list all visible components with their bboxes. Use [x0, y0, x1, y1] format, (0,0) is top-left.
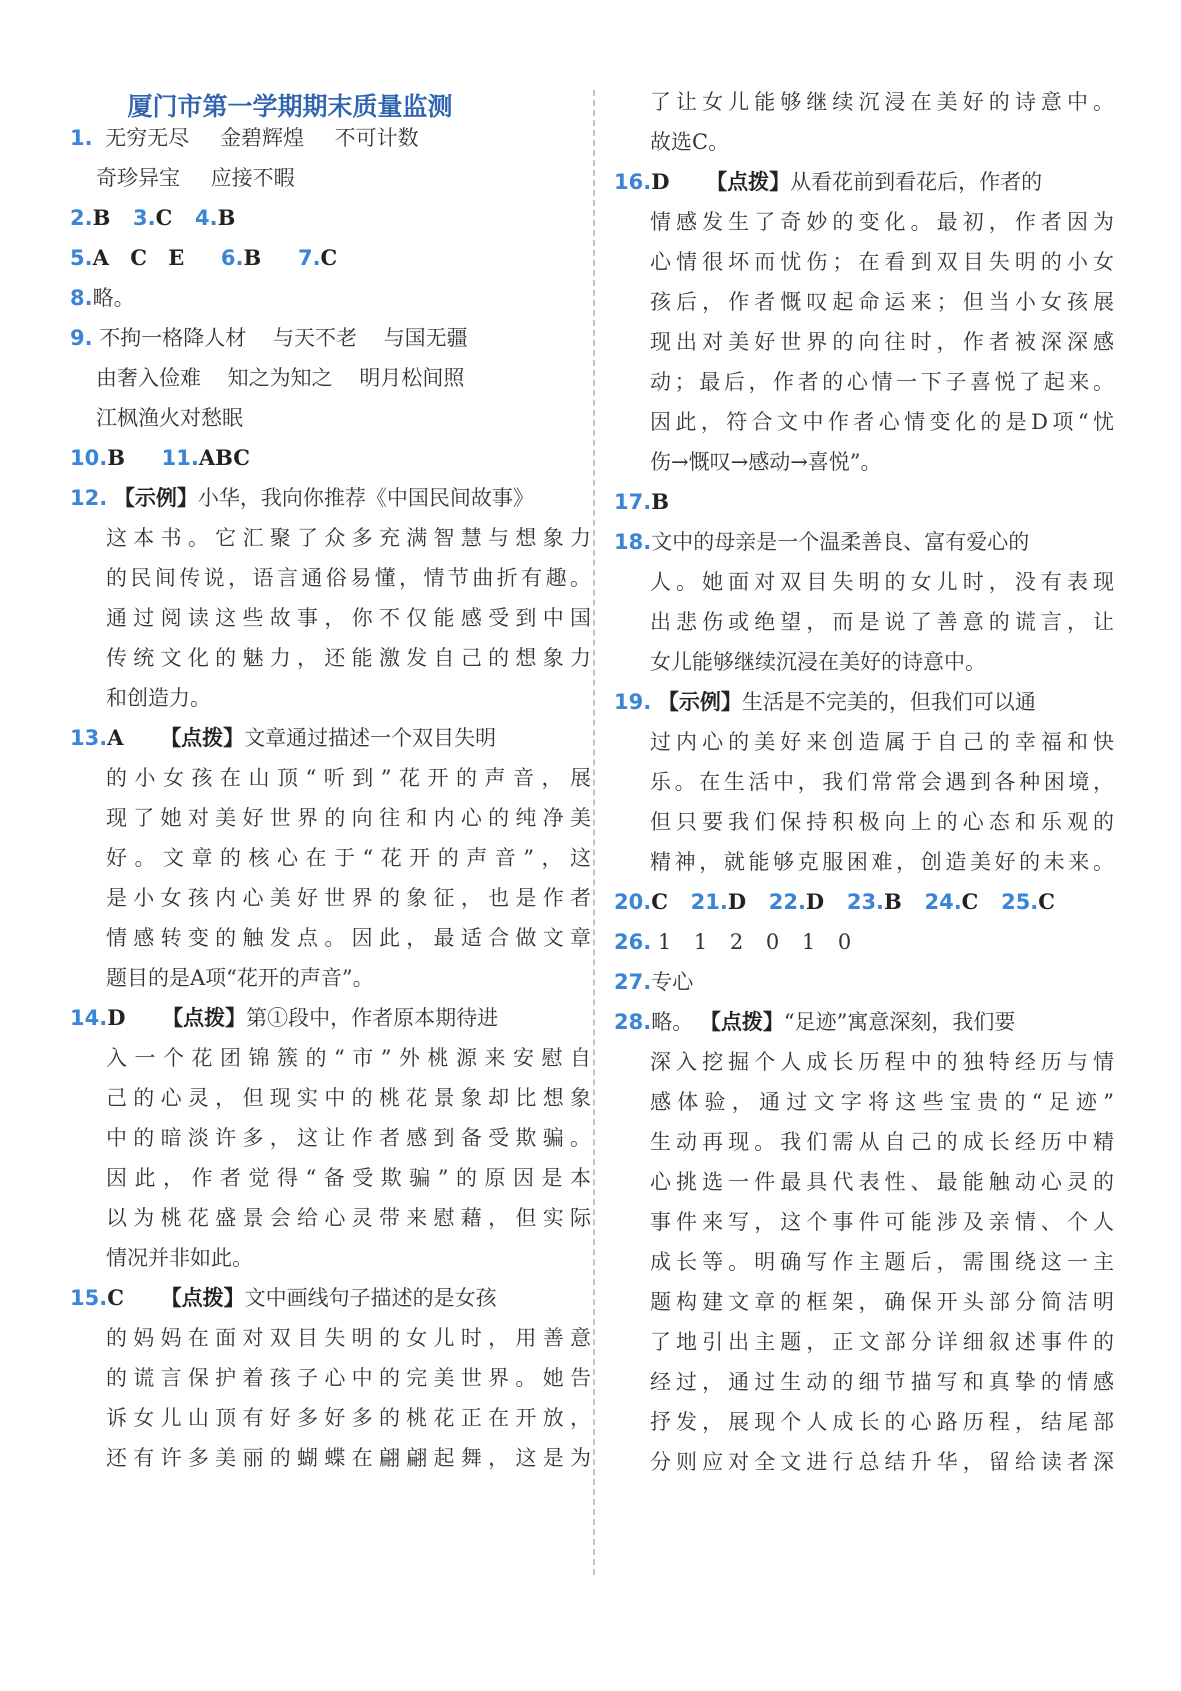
- answer-text: 小华，我向你推荐《中国民间故事》: [197, 486, 534, 510]
- question-number: 9.: [70, 326, 93, 350]
- answer-choice: B: [217, 205, 236, 230]
- answer-28-line: 感体验，通过文字将这些宝贵的“足迹”: [650, 1090, 1114, 1114]
- question-number: 6.: [220, 246, 244, 270]
- answer-text: 第①段中，作者原本期待进: [246, 1006, 499, 1030]
- question-number: 24.: [924, 890, 962, 914]
- hint-tag: 【点拨】: [706, 169, 791, 194]
- answer-12-line: 的民间传说，语言通俗易懂，情节曲折有趣。: [106, 566, 591, 590]
- answers-2-4: [70, 197, 235, 239]
- question-number: 14.: [70, 1006, 108, 1030]
- answer-digit: 1: [693, 930, 708, 954]
- answer-choice: C: [1038, 889, 1055, 914]
- answer-27: [614, 961, 693, 1003]
- answer-28-line: 了地引出主题，正文部分详细叙述事件的: [650, 1330, 1114, 1354]
- answers-5-7: [70, 237, 337, 279]
- answer-8: [70, 277, 135, 319]
- answer-16-line: 心情很坏而忧伤；在看到双目失明的小女: [650, 250, 1114, 274]
- answer-1: [70, 117, 419, 159]
- answer-text: 略。: [651, 1010, 694, 1034]
- answer-text: 文章通过描述一个双目失明: [244, 726, 497, 750]
- answer-text: 专心: [651, 970, 694, 994]
- answer-14-line: 以为桃花盛景会给心灵带来慰藉，但实际: [106, 1206, 591, 1230]
- question-number: 8.: [70, 286, 93, 310]
- question-number: 2.: [70, 206, 93, 230]
- answer-13-line: 好。文章的核心在于“花开的声音”，这: [106, 846, 591, 870]
- answer-text: 不拘一格降人材 与天不老 与国无疆: [99, 326, 468, 350]
- answer-text: 文中的母亲是一个温柔善良、富有爱心的: [651, 530, 1030, 554]
- answer-16-line: 情感发生了奇妙的变化。最初，作者因为: [650, 210, 1114, 234]
- question-number: 20.: [614, 890, 652, 914]
- answer-19: [614, 681, 1036, 723]
- answer-12: [70, 477, 534, 519]
- answer-19-line: 乐。在生活中，我们常常会遇到各种困境，: [650, 770, 1114, 794]
- answer-choice: B: [107, 445, 125, 470]
- answer-26: [614, 921, 874, 963]
- question-number: 12.: [70, 486, 108, 510]
- hint-tag: 【点拨】: [160, 1285, 245, 1310]
- answer-28: [614, 1001, 1015, 1043]
- question-number: 11.: [161, 446, 199, 470]
- question-number: 26.: [614, 930, 652, 954]
- question-number: 7.: [297, 246, 321, 270]
- answer-choice: C: [651, 889, 668, 914]
- answer-19-line: 过内心的美好来创造属于自己的幸福和快: [650, 730, 1114, 754]
- answer-16-line: 现出对美好世界的向往时，作者被深深感: [650, 330, 1114, 354]
- question-number: 15.: [70, 1286, 108, 1310]
- answer-14-line: 己的心灵，但现实中的桃花景象却比想象: [106, 1086, 591, 1110]
- answer-choice: A: [107, 725, 124, 750]
- answer-15-cont: 故选C。: [650, 130, 730, 154]
- answer-choice: A C E: [92, 245, 185, 270]
- answer-18-line: 女儿能够继续沉浸在美好的诗意中。: [650, 650, 986, 674]
- answer-13-line: 是小女孩内心美好世界的象征，也是作者: [106, 886, 591, 910]
- answer-18-line: 人。她面对双目失明的女儿时，没有表现: [650, 570, 1114, 594]
- answer-19-line: 但只要我们保持积极向上的心态和乐观的: [650, 810, 1114, 834]
- answer-13-line: 的小女孩在山顶“听到”花开的声音，展: [106, 766, 591, 790]
- answer-16-line: 孩后，作者慨叹起命运来；但当小女孩展: [650, 290, 1114, 314]
- answer-choice: D: [651, 169, 670, 194]
- answer-13-line: 题目的是A项“花开的声音”。: [106, 966, 374, 990]
- answer-14-line: 情况并非如此。: [106, 1246, 253, 1270]
- answer-digit: 0: [837, 930, 852, 954]
- answer-28-line: 成长等。明确写作主题后，需围绕这一主: [650, 1250, 1114, 1274]
- answer-28-line: 生动再现。我们需从自己的成长经历中精: [650, 1130, 1114, 1154]
- answer-9: [70, 317, 468, 359]
- answer-digit: 1: [801, 930, 816, 954]
- question-number: 25.: [1001, 890, 1039, 914]
- column-divider: [593, 90, 595, 1575]
- hint-tag: 【点拨】: [699, 1009, 784, 1034]
- answer-digit: 0: [765, 930, 780, 954]
- answer-choice: D: [805, 889, 825, 914]
- hint-tag: 【点拨】: [162, 1005, 247, 1030]
- answer-choice: B: [243, 245, 262, 270]
- answer-choice: D: [727, 889, 747, 914]
- answer-1-line2: 奇珍异宝 应接不暇: [96, 166, 295, 190]
- answer-14-line: 因此，作者觉得“备受欺骗”的原因是本: [106, 1166, 591, 1190]
- answer-13-line: 情感转变的触发点。因此，最适合做文章: [106, 926, 591, 950]
- answer-digit: 2: [729, 930, 744, 954]
- question-number: 4.: [195, 206, 218, 230]
- answer-choice: B: [884, 889, 902, 914]
- answer-12-line: 和创造力。: [106, 686, 211, 710]
- answer-16: [614, 161, 1042, 203]
- question-number: 22.: [768, 890, 806, 914]
- answer-choice: B: [651, 489, 669, 514]
- answer-13-line: 现了她对美好世界的向往和内心的纯净美: [106, 806, 591, 830]
- answer-text: 从看花前到看花后，作者的: [790, 170, 1043, 194]
- answer-17: [614, 481, 669, 523]
- answer-14-line: 中的暗淡许多，这让作者感到备受欺骗。: [106, 1126, 591, 1150]
- question-number: 10.: [70, 446, 108, 470]
- answer-choice: C: [155, 205, 173, 230]
- answer-28-line: 分则应对全文进行总结升华，留给读者深: [650, 1450, 1114, 1474]
- answer-28-line: 题构建文章的框架，确保开头部分简洁明: [650, 1290, 1114, 1314]
- answer-text: “足迹”寓意深刻，我们要: [783, 1010, 1016, 1034]
- answer-choice: C: [107, 1285, 124, 1310]
- answer-14: [70, 997, 498, 1039]
- question-number: 17.: [614, 490, 652, 514]
- answer-choice: C: [961, 889, 979, 914]
- question-number: 28.: [614, 1010, 652, 1034]
- question-number: 23.: [846, 890, 885, 914]
- answer-12-line: 这本书。它汇聚了众多充满智慧与想象力: [106, 526, 591, 550]
- answer-12-line: 传统文化的魅力，还能激发自己的想象力: [106, 646, 591, 670]
- question-number: 3.: [133, 206, 156, 230]
- answer-16-line: 动；最后，作者的心情一下子喜悦了起来。: [650, 370, 1114, 394]
- answer-15-line: 的谎言保护着孩子心中的完美世界。她告: [106, 1366, 591, 1390]
- answer-text: 无穷无尽 金碧辉煌 不可计数: [105, 126, 419, 150]
- answers-10-11: [70, 437, 250, 479]
- answer-choice: B: [92, 205, 111, 230]
- answer-28-line: 心挑选一件最具代表性、最能触动心灵的: [650, 1170, 1114, 1194]
- question-number: 1.: [70, 126, 93, 150]
- answer-28-line: 深入挖掘个人成长历程中的独特经历与情: [650, 1050, 1114, 1074]
- example-tag: 【示例】: [113, 485, 198, 510]
- answer-choice: C: [320, 245, 338, 270]
- answer-text: 生活是不完美的，但我们可以通: [741, 690, 1036, 714]
- answer-text: 文中画线句子描述的是女孩: [244, 1286, 497, 1310]
- answer-28-line: 抒发，展现个人成长的心路历程，结尾部: [650, 1410, 1114, 1434]
- answer-16-line: 因此，符合文中作者心情变化的是D项“忧: [650, 410, 1114, 434]
- answer-15-cont: 了让女儿能够继续沉浸在美好的诗意中。: [650, 90, 1114, 114]
- answer-28-line: 事件来写，这个事件可能涉及亲情、个人: [650, 1210, 1114, 1234]
- question-number: 13.: [70, 726, 108, 750]
- answer-choice: ABC: [198, 445, 250, 470]
- answer-text: 略。: [92, 286, 135, 310]
- hint-tag: 【点拨】: [160, 725, 245, 750]
- answer-18-line: 出悲伤或绝望，而是说了善意的谎言，让: [650, 610, 1114, 634]
- page-title: 厦门市第一学期期末质量监测: [127, 92, 453, 121]
- example-tag: 【示例】: [657, 689, 742, 714]
- answer-9-line3: 江枫渔火对愁眠: [96, 406, 243, 430]
- question-number: 27.: [614, 970, 652, 994]
- answer-13: [70, 717, 496, 759]
- answer-12-line: 通过阅读这些故事，你不仅能感受到中国: [106, 606, 591, 630]
- question-number: 16.: [614, 170, 652, 194]
- question-number: 19.: [614, 690, 652, 714]
- answer-digit: 1: [657, 930, 672, 954]
- answer-14-line: 入一个花团锦簇的“市”外桃源来安慰自: [106, 1046, 591, 1070]
- answer-15-line: 的妈妈在面对双目失明的女儿时，用善意: [106, 1326, 591, 1350]
- answer-15: [70, 1277, 497, 1319]
- question-number: 5.: [70, 246, 93, 270]
- answer-9-line2: 由奢入俭难 知之为知之 明月松间照: [96, 366, 465, 390]
- answer-28-line: 经过，通过生动的细节描写和真挚的情感: [650, 1370, 1114, 1394]
- answer-15-line: 诉女儿山顶有好多好多的桃花正在开放，: [106, 1406, 591, 1430]
- answer-15-line: 还有许多美丽的蝴蝶在翩翩起舞，这是为: [106, 1446, 591, 1470]
- question-number: 21.: [690, 890, 728, 914]
- question-number: 18.: [614, 530, 652, 554]
- answer-18: [614, 521, 1029, 563]
- answers-20-25: [614, 881, 1055, 923]
- answer-19-line: 精神，就能够克服困难，创造美好的未来。: [650, 850, 1114, 874]
- answer-choice: D: [107, 1005, 126, 1030]
- answer-16-line: 伤→慨叹→感动→喜悦”。: [650, 450, 882, 474]
